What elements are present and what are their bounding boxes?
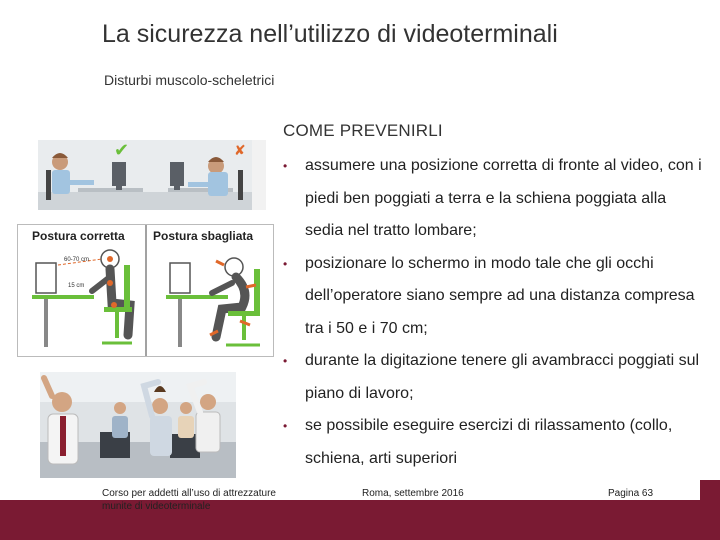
photo-sitting-comparison: [38, 140, 266, 210]
footer-page-number: Pagina 63: [608, 488, 654, 499]
cross-icon: ✘: [234, 142, 246, 158]
footer-date: Roma, settembre 2016: [362, 488, 464, 499]
section-heading: COME PREVENIRLI: [283, 121, 443, 140]
check-icon: ✔: [114, 140, 130, 160]
label-posture-correct: Postura corretta: [32, 229, 125, 243]
list-item: • se possibile eseguire esercizi di rilassamento (collo, schiena, arti superiori: [283, 417, 673, 467]
label-posture-wrong: Postura sbagliata: [153, 229, 254, 243]
list-item: • durante la digitazione tenere gli avambracci poggiati sul piano di lavoro;: [283, 352, 700, 402]
slide-title: La sicurezza nell’utilizzo di videoterminali: [102, 20, 558, 48]
list-item: • assumere una posizione corretta di fronte al video, con i piedi ben poggiati a terra e la schiena poggiata alla sedia nel tratto lombare;: [283, 157, 702, 239]
posture-diagram: [17, 224, 274, 357]
footer-course-line1: Corso per addetti all’uso di attrezzature: [102, 488, 276, 499]
slide-subtitle: Disturbi muscolo-scheletrici: [104, 72, 275, 88]
prevention-list: [283, 150, 708, 475]
photo-stretching-exercises: [40, 372, 236, 478]
footer-course-line2: munite di videoterminale: [102, 501, 211, 512]
list-item: • posizionare lo schermo in modo tale che gli occhi dell’operatore siano sempre ad una distanza compresa tra i 50 e i 70 cm;: [283, 254, 695, 337]
label-distance: 60-70 cm: [64, 257, 90, 263]
label-height: 15 cm: [68, 283, 85, 289]
